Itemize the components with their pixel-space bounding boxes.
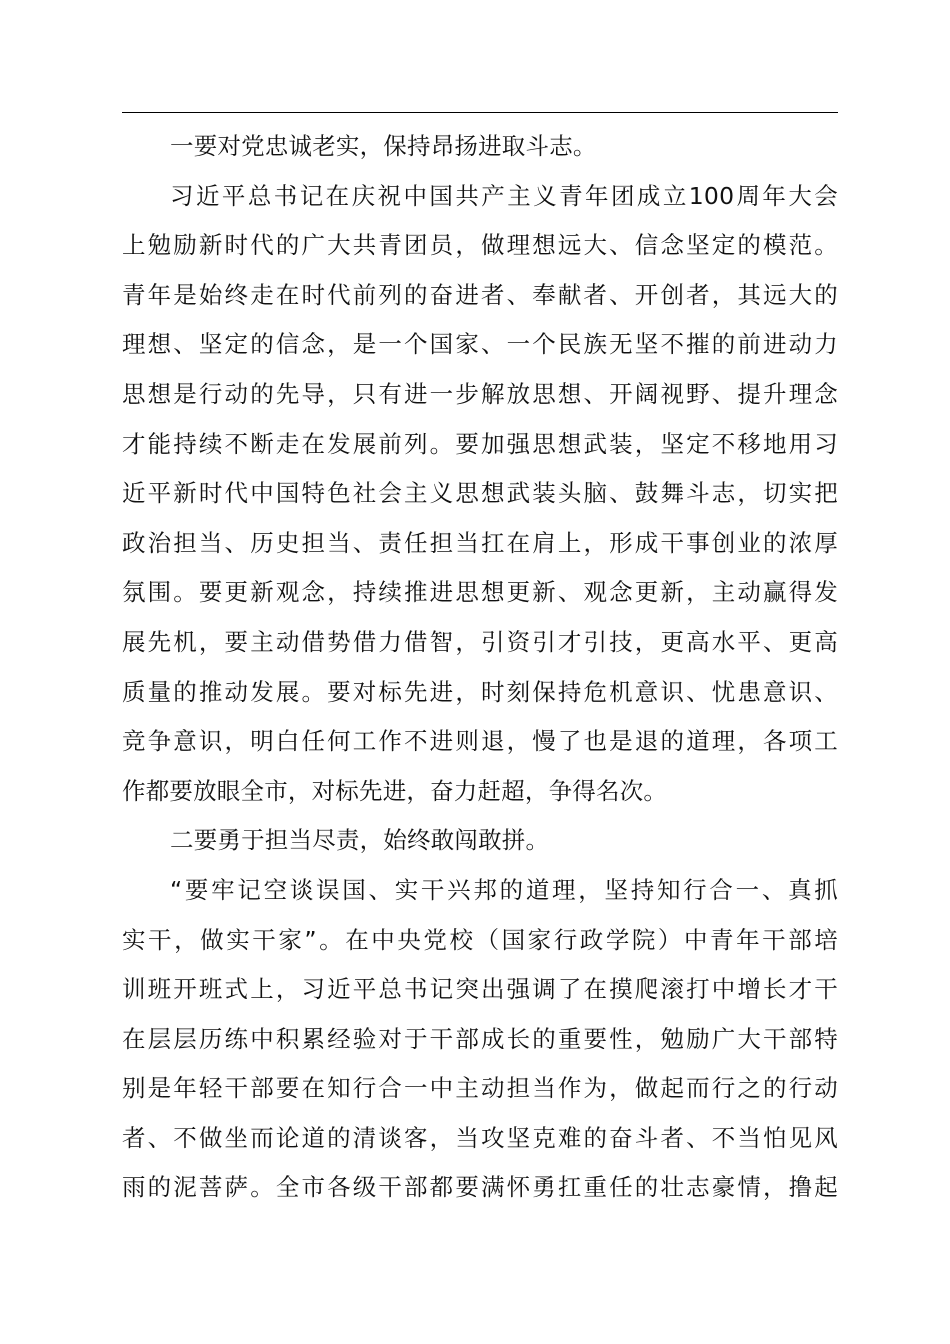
paragraph-line: 者、不做坐而论道的清谈客，当攻坚克难的奋斗者、不当怕见风: [122, 1123, 838, 1152]
section-heading-2: 二要勇于担当尽责，始终敢闯敢拼。: [170, 826, 550, 855]
paragraph-line: 质量的推动发展。要对标先进，时刻保持危机意识、忧患意识、: [122, 677, 838, 706]
paragraph-line: 上勉励新时代的广大共青团员，做理想远大、信念坚定的模范。: [122, 231, 838, 260]
paragraph-line: 实干，做实干家”。在中央党校（国家行政学院）中青年干部培: [122, 925, 838, 954]
paragraph-line: 理想、坚定的信念，是一个国家、一个民族无坚不摧的前进动力: [122, 330, 838, 359]
paragraph-line: 政治担当、历史担当、责任担当扛在肩上，形成干事创业的浓厚: [122, 528, 838, 557]
header-rule: [122, 112, 838, 113]
paragraph-line: “要牢记空谈误国、实干兴邦的道理，坚持知行合一、真抓: [170, 875, 838, 904]
paragraph-line: 近平新时代中国特色社会主义思想武装头脑、鼓舞斗志，切实把: [122, 479, 838, 508]
paragraph-line: 习近平总书记在庆祝中国共产主义青年团成立100周年大会: [170, 181, 838, 210]
paragraph-line: 氛围。要更新观念，持续推进思想更新、观念更新，主动赢得发: [122, 578, 838, 607]
paragraph-line: 展先机，要主动借势借力借智，引资引才引技，更高水平、更高: [122, 627, 838, 656]
paragraph-line: 雨的泥菩萨。全市各级干部都要满怀勇扛重任的壮志豪情，撸起: [122, 1173, 838, 1202]
paragraph-line: 青年是始终走在时代前列的奋进者、奉献者、开创者，其远大的: [122, 280, 838, 309]
paragraph-line: 竞争意识，明白任何工作不进则退，慢了也是退的道理，各项工: [122, 727, 838, 756]
paragraph-line: 作都要放眼全市，对标先进，奋力赶超，争得名次。: [122, 776, 668, 805]
section-heading-1: 一要对党忠诚老实，保持昂扬进取斗志。: [170, 132, 597, 160]
paragraph-line: 思想是行动的先导，只有进一步解放思想、开阔视野、提升理念: [122, 379, 838, 408]
paragraph-line: 训班开班式上，习近平总书记突出强调了在摸爬滚打中增长才干: [122, 975, 838, 1004]
document-body: [122, 122, 838, 1213]
paragraph-line: 在层层历练中积累经验对于干部成长的重要性，勉励广大干部特: [122, 1024, 838, 1053]
paragraph-line: 别是年轻干部要在知行合一中主动担当作为，做起而行之的行动: [122, 1074, 838, 1103]
paragraph-line: 才能持续不断走在发展前列。要加强思想武装，坚定不移地用习: [122, 429, 838, 458]
